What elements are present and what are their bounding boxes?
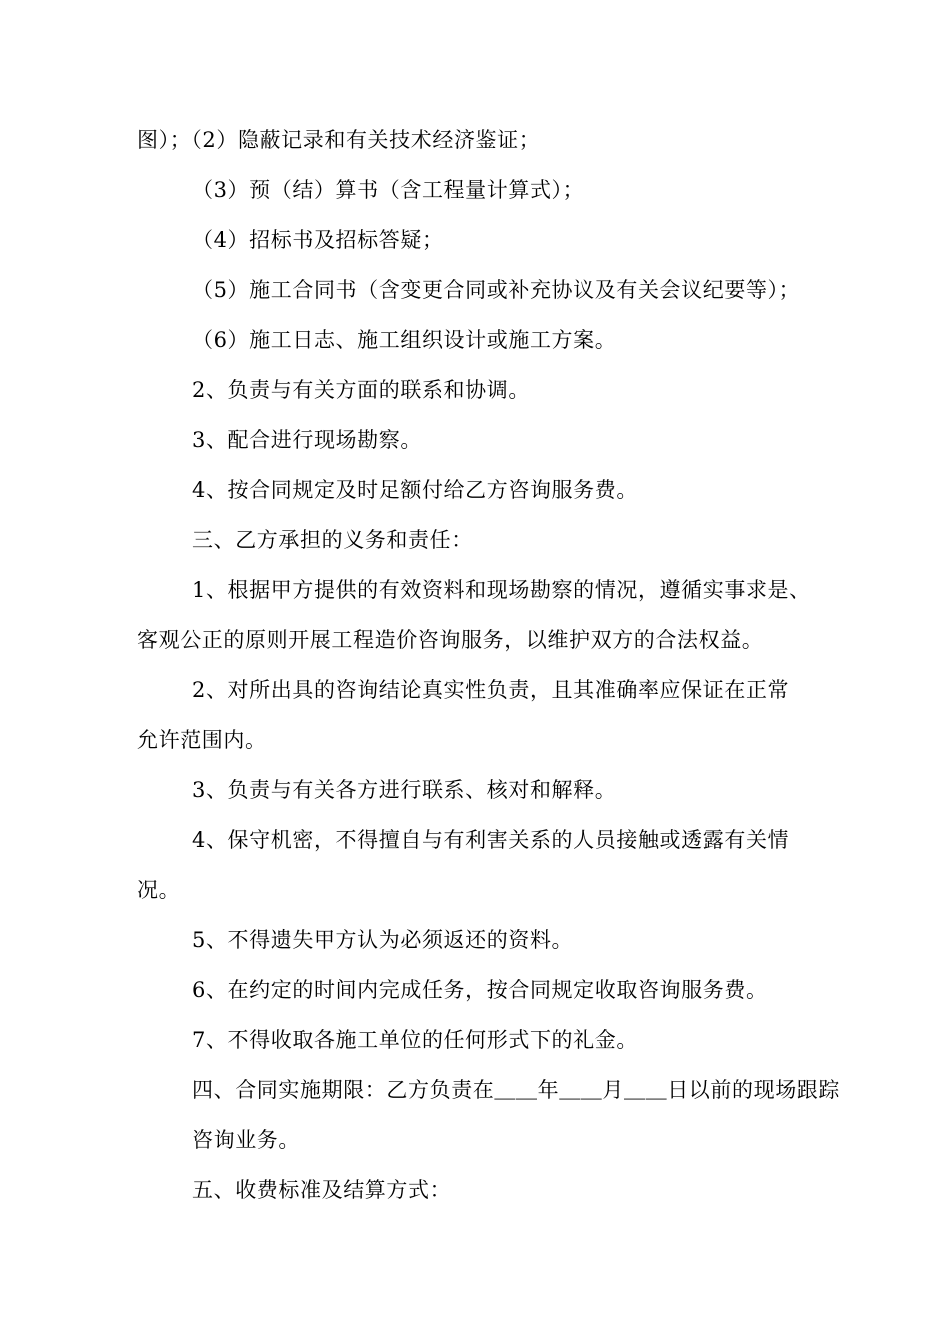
text-line: （4）招标书及招标答疑； (192, 228, 444, 252)
text-line: 况。 (137, 878, 181, 902)
text-line: 3、配合进行现场勘察。 (192, 428, 422, 452)
text-line: 4、按合同规定及时足额付给乙方咨询服务费。 (192, 478, 638, 502)
text-line: 客观公正的原则开展工程造价咨询服务，以维护双方的合法权益。 (137, 628, 764, 652)
text-line: 图）；（2）隐蔽记录和有关技术经济鉴证； (137, 128, 541, 152)
text-line: 咨询业务。 (192, 1128, 300, 1152)
section-heading: 四、合同实施期限：乙方负责在＿＿年＿＿月＿＿日以前的现场跟踪 (192, 1078, 840, 1102)
text-line: 2、对所出具的咨询结论真实性负责，且其准确率应保证在正常 (192, 678, 790, 702)
text-line: 4、保守机密，不得擅自与有利害关系的人员接触或透露有关情 (192, 828, 790, 852)
text-line: （5）施工合同书（含变更合同或补充协议及有关会议纪要等）； (192, 278, 801, 302)
section-heading: 五、收费标准及结算方式： (192, 1178, 452, 1202)
text-line: 2、负责与有关方面的联系和协调。 (192, 378, 530, 402)
text-line: 5、不得遗失甲方认为必须返还的资料。 (192, 928, 574, 952)
section-heading: 三、乙方承担的义务和责任： (192, 528, 473, 552)
text-line: （6）施工日志、施工组织设计或施工方案。 (192, 328, 617, 352)
text-line: 6、在约定的时间内完成任务，按合同规定收取咨询服务费。 (192, 978, 768, 1002)
text-line: 1、根据甲方提供的有效资料和现场勘察的情况，遵循实事求是、 (192, 578, 811, 602)
text-line: 3、负责与有关各方进行联系、核对和解释。 (192, 778, 617, 802)
text-line: 7、不得收取各施工单位的任何形式下的礼金。 (192, 1028, 638, 1052)
text-line: 允许范围内。 (137, 728, 267, 752)
text-line: （3）预（结）算书（含工程量计算式）； (192, 178, 585, 202)
